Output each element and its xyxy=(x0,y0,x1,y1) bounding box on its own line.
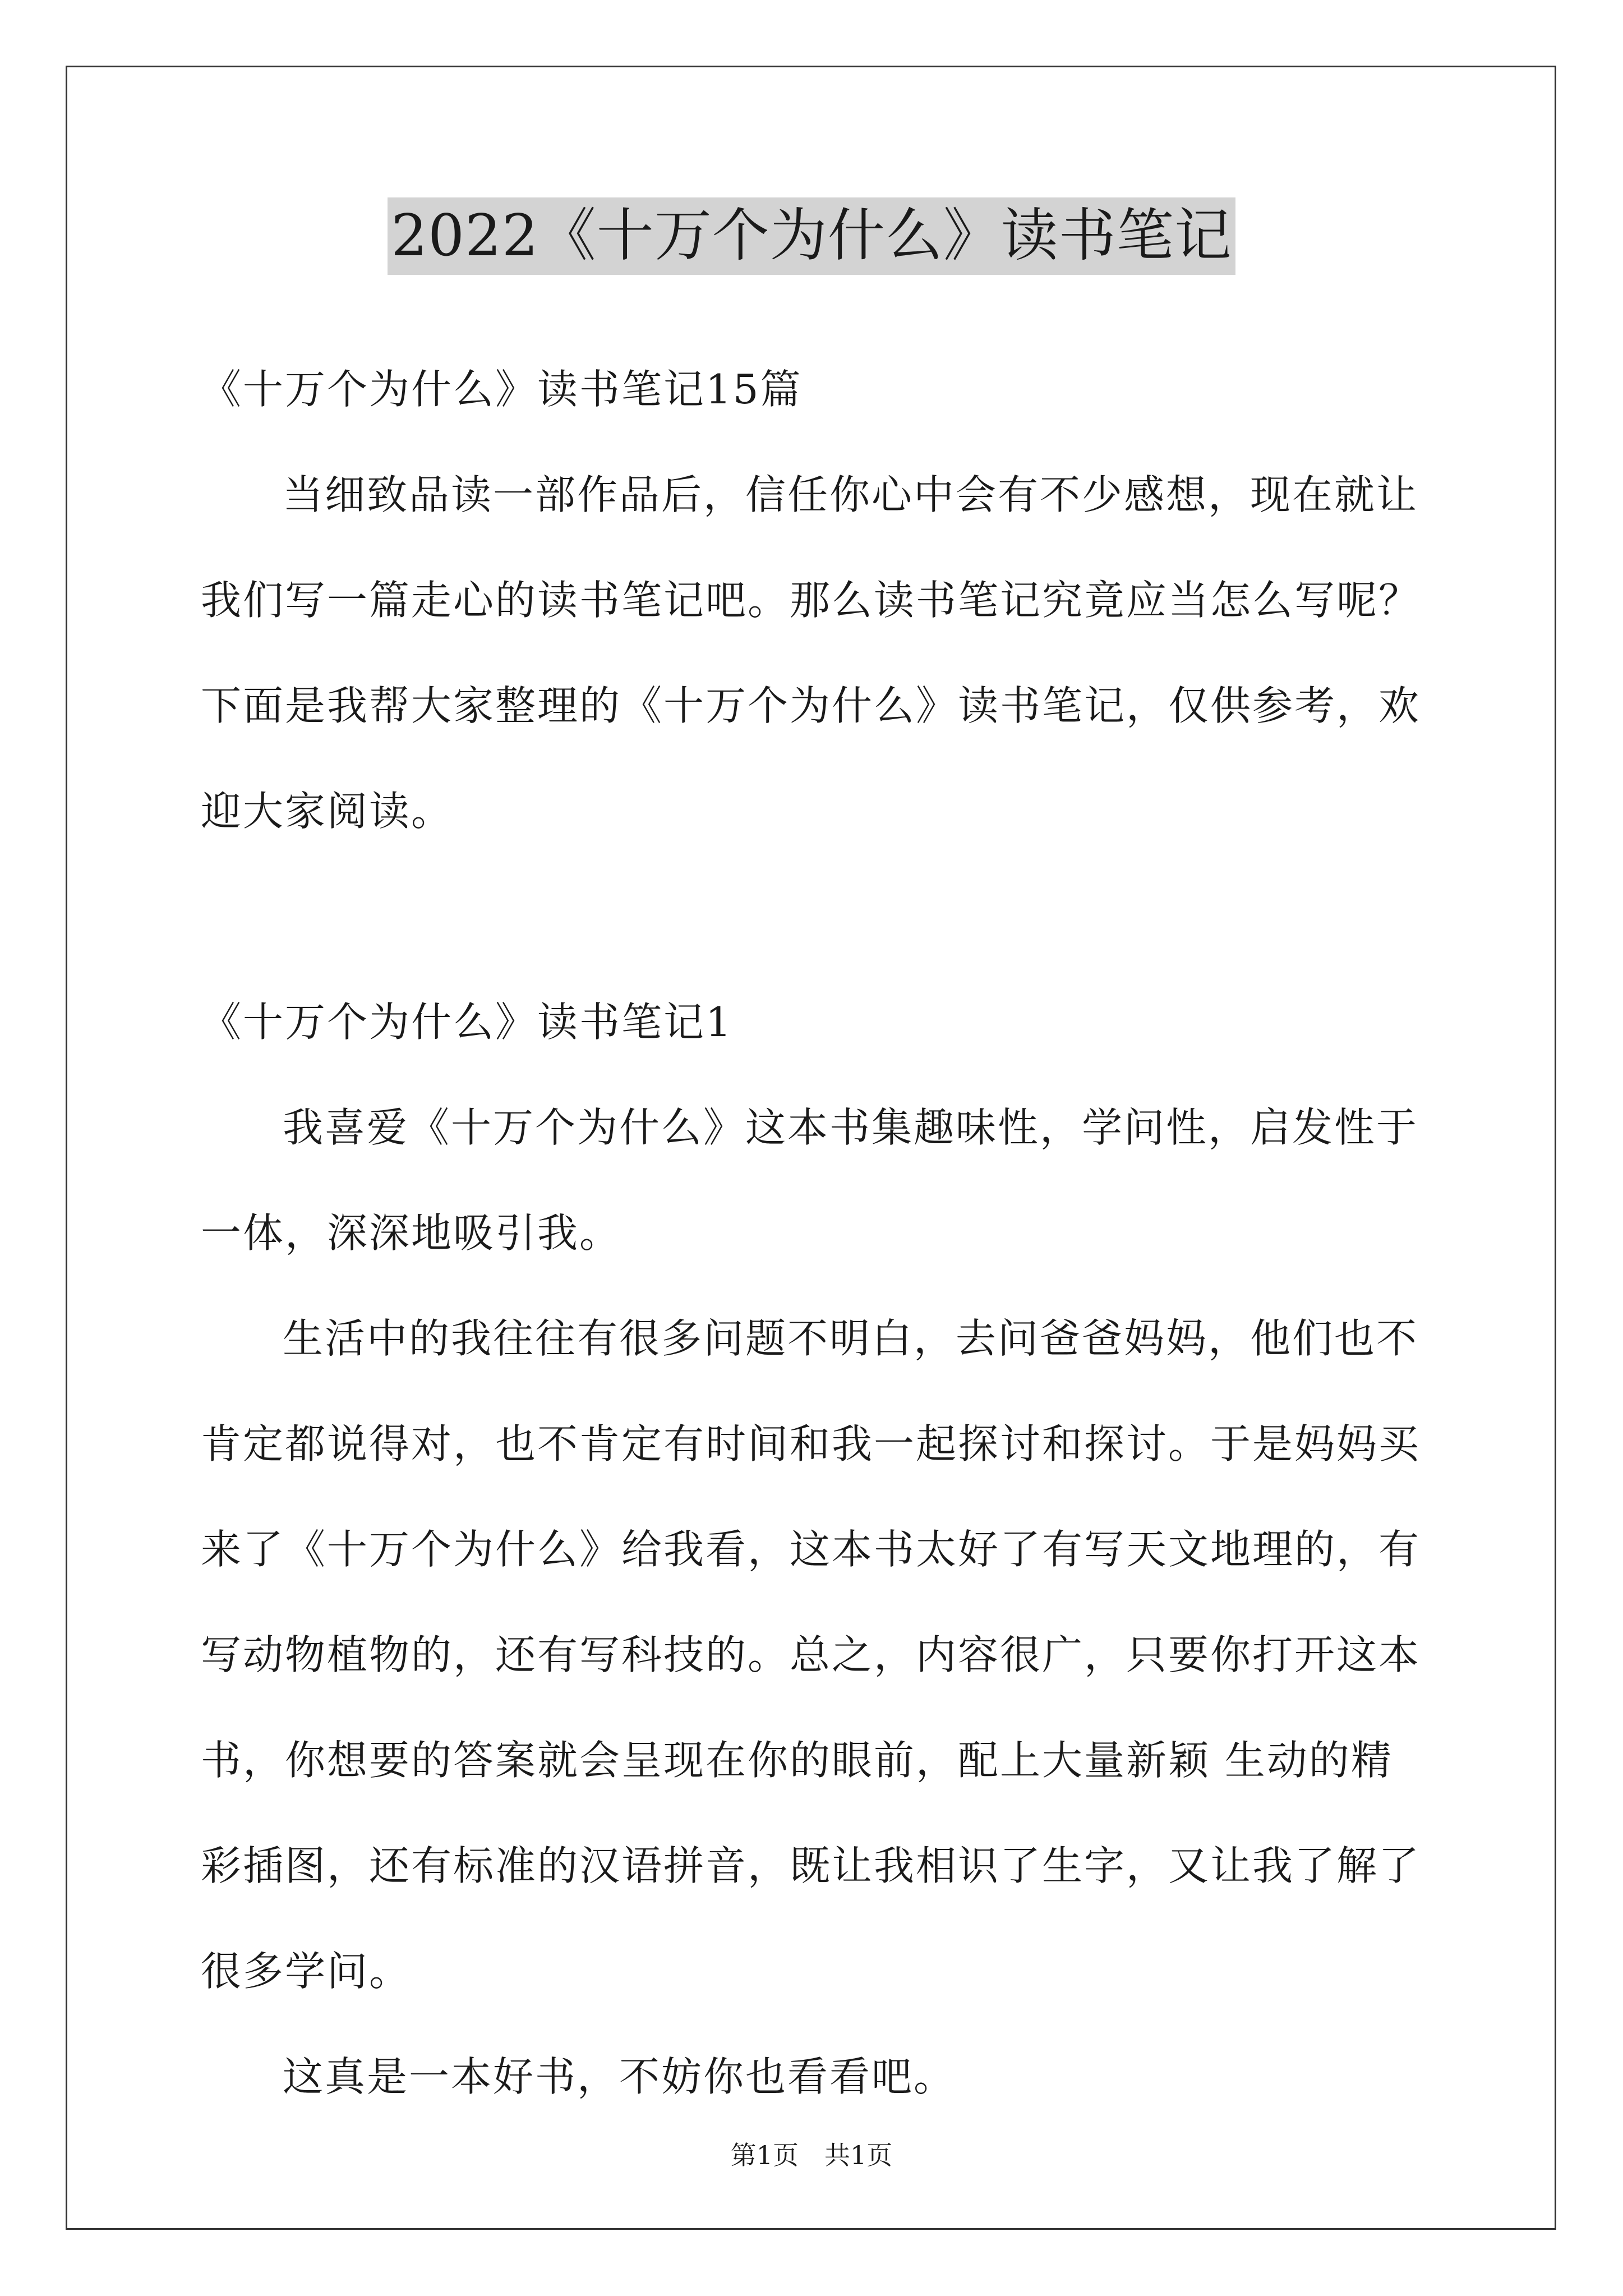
section-heading: 《十万个为什么》读书笔记1 xyxy=(201,999,733,1046)
page-footer xyxy=(0,2138,1623,2172)
body-paragraph-1: 我喜爱《十万个为什么》这本书集趣味性，学问性，启发性于一体，深深地吸引我。 xyxy=(201,1104,1419,1257)
document-body xyxy=(201,337,1429,2129)
document-subtitle: 《十万个为什么》读书笔记15篇 xyxy=(201,366,803,413)
page-number: 第1页 xyxy=(730,2140,799,2170)
body-paragraph-2: 生活中的我往往有很多问题不明白，去问爸爸妈妈，他们也不肯定都说得对，也不肯定有时间和我一起探讨和探讨。于是妈妈买来了《十万个为什么》给我看，这本书太好了有写天文地理的，有写动物植物的，还有写科技的。总之，内容很广，只要你打开这本书，你想要的答案就会呈现在你的眼前，配上大量新颖 生动的精彩插图，还有标准的汉语拼音，既让我相识了生字，又让我了解了很多学问。 xyxy=(201,1315,1421,1995)
page-total: 共1页 xyxy=(824,2140,893,2170)
document-title: 2022《十万个为什么》读书笔记 xyxy=(388,197,1235,275)
intro-paragraph: 当细致品读一部作品后，信任你心中会有不少感想，现在就让我们写一篇走心的读书笔记吧。那么读书笔记究竟应当怎么写呢？下面是我帮大家整理的《十万个为什么》读书笔记，仅供参考，欢迎大家阅读。 xyxy=(201,471,1421,835)
body-paragraph-3: 这真是一本好书，不妨你也看看吧。 xyxy=(283,2053,956,2100)
title-container xyxy=(0,197,1623,275)
